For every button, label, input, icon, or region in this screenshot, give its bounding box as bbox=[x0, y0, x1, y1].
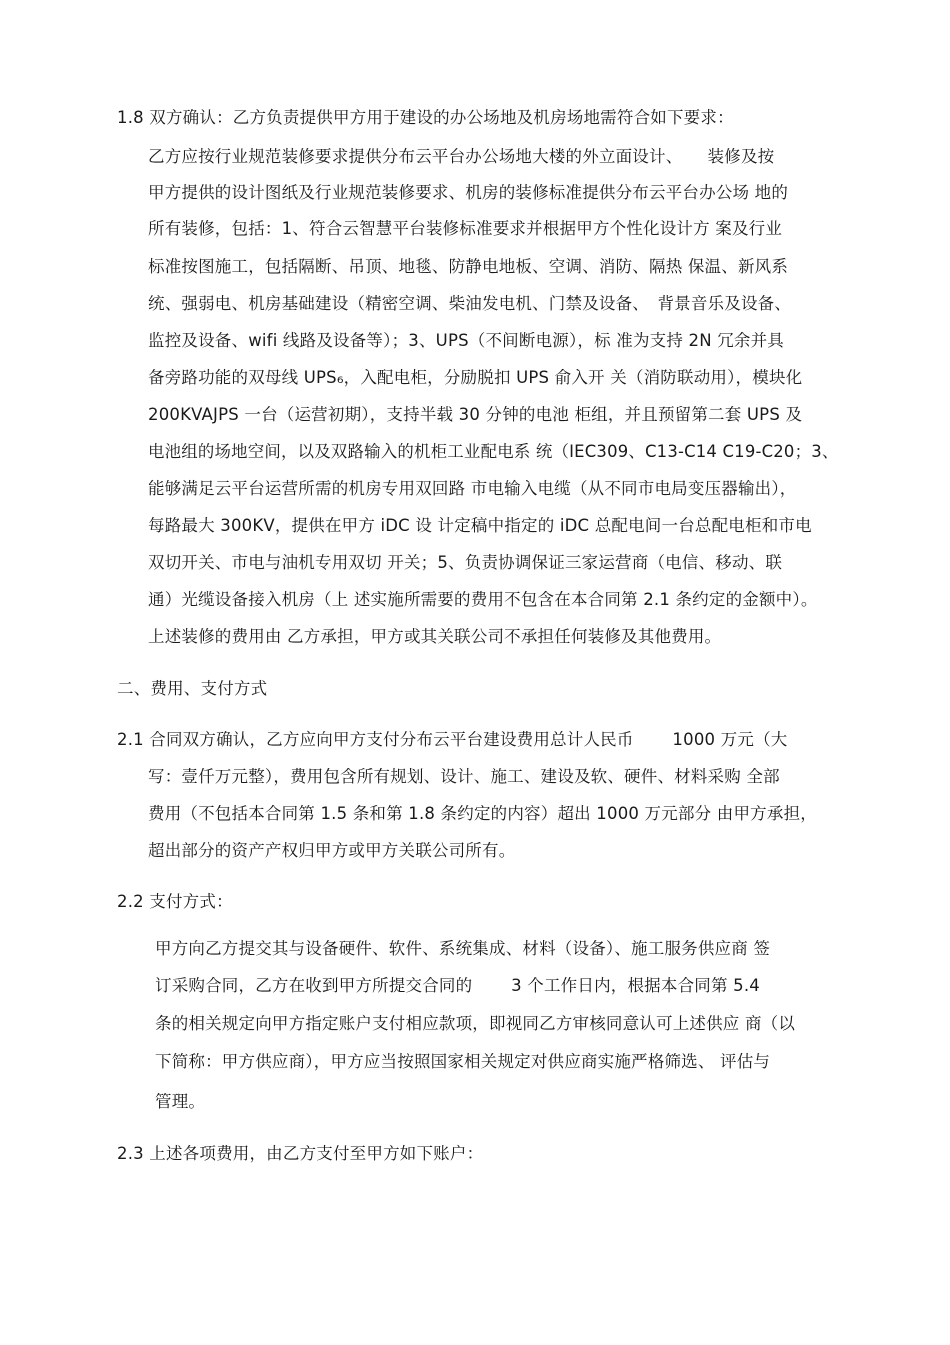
section-2-2-line: 管理。 bbox=[155, 1092, 206, 1111]
section-2-2-heading: 2.2 支付方式： bbox=[117, 892, 233, 911]
section-2-2-line: 订采购合同，乙方在收到甲方所提交合同的 3 个工作日内，根据本合同第 5.4 bbox=[155, 976, 760, 995]
section-1-8-line: 能够满足云平台运营所需的机房专用双回路 市电输入电缆（从不同市电局变压器输出）， bbox=[148, 479, 797, 498]
section-1-8-line: 乙方应按行业规范装修要求提供分布云平台办公场地大楼的外立面设计、 装修及按 bbox=[148, 147, 775, 166]
section-1-8-line: 每路最大 300KV，提供在甲方 iDC 设 计定稿中指定的 iDC 总配电间一台总配电柜和市电 bbox=[148, 516, 812, 535]
section-1-8-line: 甲方提供的设计图纸及行业规范装修要求、机房的装修标准提供分布云平台办公场 地的 bbox=[148, 183, 789, 202]
section-2-1-line: 费用（不包括本合同第 1.5 条和第 1.8 条约定的内容）超出 1000 万元部分 由甲方承担， bbox=[148, 804, 817, 823]
section-2-2-line: 甲方向乙方提交其与设备硬件、软件、系统集成、材料（设备）、施工服务供应商 签 bbox=[155, 939, 771, 958]
section-2-2-line: 条的相关规定向甲方指定账户支付相应款项，即视同乙方审核同意认可上述供应 商（以 bbox=[155, 1014, 796, 1033]
section-1-8-line: 监控及设备、wifi 线路及设备等）；3、UPS（不间断电源），标 准为支持 2N 冗余并具 bbox=[148, 331, 784, 350]
chapter-2-heading: 二、费用、支付方式 bbox=[117, 679, 268, 698]
section-2-1-heading: 2.1 合同双方确认，乙方应向甲方支付分布云平台建设费用总计人民币 1000 万元（大 bbox=[117, 730, 788, 749]
section-2-2-line: 下简称：甲方供应商），甲方应当按照国家相关规定对供应商实施严格筛选、 评估与 bbox=[155, 1052, 771, 1071]
section-1-8-line: 电池组的场地空间，以及双路输入的机柜工业配电系 统（IEC309、C13-C14 C19-C20；3、 bbox=[148, 442, 839, 461]
section-2-1-line: 写：壹仟万元整），费用包含所有规划、设计、施工、建设及软、硬件、材料采购 全部 bbox=[148, 767, 780, 786]
section-1-8-line: 上述装修的费用由 乙方承担，甲方或其关联公司不承担任何装修及其他费用。 bbox=[148, 627, 722, 646]
section-1-8-line: 所有装修，包括：1、符合云智慧平台装修标准要求并根据甲方个性化设计方 案及行业 bbox=[148, 219, 783, 238]
section-2-1-line: 超出部分的资产产权归甲方或甲方关联公司所有。 bbox=[148, 841, 516, 860]
section-1-8-line: 通）光缆设备接入机房（上 述实施所需要的费用不包含在本合同第 2.1 条约定的金额中）。 bbox=[148, 590, 818, 609]
section-1-8-heading: 1.8 双方确认：乙方负责提供甲方用于建设的办公场地及机房场地需符合如下要求： bbox=[117, 108, 734, 127]
section-1-8-line: 备旁路功能的双母线 UPS₆，入配电柜，分励脱扣 UPS 俞入开 关（消防联动用），模块化 bbox=[148, 368, 803, 387]
section-1-8-line: 统、强弱电、机房基础建设（精密空调、柴油发电机、门禁及设备、 背景音乐及设备、 bbox=[148, 294, 792, 313]
section-2-3-heading: 2.3 上述各项费用，由乙方支付至甲方如下账户： bbox=[117, 1144, 484, 1163]
section-1-8-line: 200KVAJPS 一台（运营初期），支持半载 30 分钟的电池 柜组，并且预留第二套 UPS 及 bbox=[148, 405, 803, 424]
section-1-8-line: 标准按图施工，包括隔断、吊顶、地毯、防静电地板、空调、消防、隔热 保温、新风系 bbox=[148, 257, 789, 276]
section-1-8-line: 双切开关、市电与油机专用双切 开关；5、负责协调保证三家运营商（电信、移动、联 bbox=[148, 553, 783, 572]
